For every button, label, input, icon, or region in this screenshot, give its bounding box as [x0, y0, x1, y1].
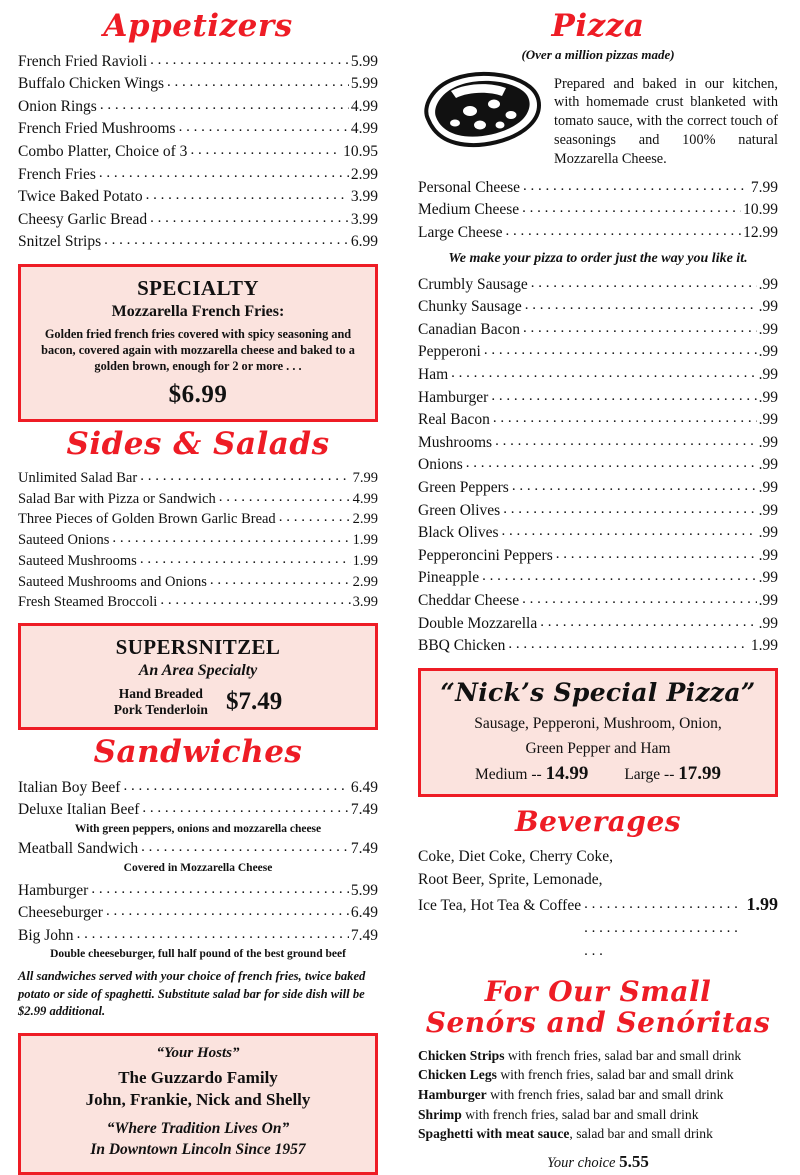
item-price: 1.99 [352, 532, 378, 549]
menu-item-row [18, 880, 378, 903]
sandwiches-footnote: All sandwiches served with your choice of french fries, twice baked potato or side of spaghetti. Substitute salad bar for side dish will be $2.99 additional. [18, 969, 366, 1019]
item-price: 10.99 [743, 201, 778, 219]
item-name: French Fries [18, 165, 96, 183]
item-price: .99 [758, 388, 778, 406]
beverages-heading: Beverages [514, 805, 682, 839]
item-price: 12.99 [743, 224, 778, 242]
item-name: Mushrooms [418, 433, 493, 451]
beverages-list [418, 845, 778, 965]
item-name: Onion Rings [18, 97, 97, 115]
menu-item-row [418, 364, 778, 387]
kids-item-name: Shrimp [418, 1106, 462, 1122]
leader-dots [140, 466, 350, 487]
menu-item-row [418, 222, 778, 245]
kids-choice-price: 5.55 [619, 1152, 649, 1172]
menu-item-row [418, 319, 778, 342]
supersnitzel-box [18, 623, 378, 730]
hosts-box [18, 1033, 378, 1175]
item-price: 10.95 [343, 142, 378, 160]
nicks-large-price: 17.99 [678, 763, 722, 785]
leader-dots [506, 220, 742, 243]
menu-item-row [418, 387, 778, 410]
beverages-line3: Ice Tea, Hot Tea & Coffee [418, 897, 582, 915]
leader-dots [279, 507, 351, 528]
menu-item-row [418, 274, 778, 297]
item-price: .99 [758, 343, 778, 361]
leader-dots [210, 570, 351, 591]
item-price: .99 [758, 524, 778, 542]
item-price: .99 [758, 456, 778, 474]
leader-dots [104, 229, 349, 252]
menu-item-row [18, 551, 378, 572]
pizza-sizes-list [418, 177, 778, 245]
item-price: .99 [758, 366, 778, 383]
pizza-subtitle: (Over a million pizzas made) [521, 46, 675, 62]
leader-dots [508, 633, 748, 656]
leader-dots [484, 339, 757, 362]
nicks-large-label: Large -- [624, 766, 675, 784]
menu-item-row [18, 489, 378, 510]
menu-item-row [418, 590, 778, 613]
nicks-medium-label: Medium -- [474, 766, 542, 784]
item-price: 1.99 [750, 637, 778, 655]
hosts-tagline1: “Where Tradition Lives On” [106, 1120, 290, 1138]
menu-item-row [418, 500, 778, 523]
item-name: Sauteed Mushrooms and Onions [18, 573, 207, 590]
item-name: Salad Bar with Pizza or Sandwich [18, 490, 216, 507]
item-name: Black Olives [418, 524, 499, 542]
item-name: Onions [418, 456, 463, 474]
leader-dots [495, 430, 757, 453]
kids-item-name: Chicken Legs [418, 1067, 497, 1083]
item-name: Large Cheese [418, 224, 503, 242]
pizza-order-note: We make your pizza to order just the way you like it. [448, 250, 748, 266]
item-price: .99 [758, 569, 778, 587]
leader-dots [523, 317, 757, 340]
leader-dots [482, 565, 757, 588]
item-price: 4.99 [350, 97, 378, 115]
item-price: 7.49 [350, 801, 378, 819]
specialty-description: Golden fried french fries covered with spicy seasoning and bacon, covered again with mozzarella cheese and baked to a golden brown, enough for 2 or more . . . [41, 326, 355, 374]
item-name: Medium Cheese [418, 201, 520, 219]
leader-dots [219, 487, 351, 508]
item-name: Unlimited Salad Bar [18, 470, 138, 487]
menu-item-row [418, 454, 778, 477]
item-note: Double cheeseburger, full half pound of the best ground beef [50, 948, 346, 961]
item-price: 6.99 [350, 233, 378, 251]
kids-item [418, 1105, 778, 1125]
menu-item-row [18, 592, 378, 613]
menu-item-row [418, 199, 778, 222]
menu-item-row [418, 567, 778, 590]
leader-dots [190, 139, 341, 162]
leader-dots [140, 549, 351, 570]
sandwiches-list [18, 777, 378, 1021]
item-price: 4.99 [350, 120, 378, 138]
leader-dots [451, 362, 756, 385]
leader-dots [522, 588, 756, 611]
leader-dots [142, 797, 349, 820]
beverages-price: 1.99 [746, 894, 778, 915]
sides-list [18, 468, 378, 613]
menu-item-row [418, 477, 778, 500]
item-name: Cheesy Garlic Bread [18, 210, 148, 228]
item-name: Deluxe Italian Beef [18, 801, 140, 819]
item-price: 7.99 [750, 178, 778, 196]
menu-item-row [18, 209, 378, 232]
menu-item-row [18, 186, 378, 209]
item-note: With green peppers, onions and mozzarella cheese [74, 823, 322, 836]
item-price: .99 [758, 433, 778, 451]
item-price: .99 [758, 275, 778, 293]
supersnitzel-detail-line2: Pork Tenderloin [113, 702, 208, 718]
menu-item-row [18, 51, 378, 74]
leader-dots [167, 71, 349, 94]
leader-dots [525, 294, 757, 317]
item-name: Cheeseburger [18, 904, 103, 922]
item-price: 4.99 [352, 490, 378, 507]
item-name: Hamburger [418, 388, 489, 406]
kids-item-desc: , salad bar and small drink [569, 1126, 713, 1142]
item-name: Buffalo Chicken Wings [18, 75, 165, 93]
leader-dots [493, 407, 757, 430]
kids-item-desc: with french fries, salad bar and small drink [486, 1087, 724, 1103]
left-column [0, 6, 400, 1159]
kids-item [418, 1046, 778, 1066]
item-name: Ham [418, 366, 449, 383]
menu-item-row [18, 925, 378, 948]
item-name: Personal Cheese [418, 178, 521, 196]
item-price: 3.99 [350, 188, 378, 206]
menu-item-row [18, 73, 378, 96]
leader-dots [466, 452, 757, 475]
menu-item-row [18, 838, 378, 861]
specialty-box [18, 264, 378, 422]
item-price: 6.49 [350, 904, 378, 922]
pizza-intro [418, 67, 778, 169]
sides-heading: Sides & Salads [66, 425, 330, 462]
appetizers-heading: Appetizers [103, 8, 293, 44]
item-name: Real Bacon [418, 411, 490, 429]
item-price: 2.99 [350, 165, 378, 183]
item-name: Pepperoni [418, 343, 481, 361]
leader-dots [77, 923, 349, 946]
item-name: Green Olives [418, 501, 501, 519]
hosts-family-line1: The Guzzardo Family [118, 1067, 278, 1087]
item-price: .99 [758, 298, 778, 316]
item-price: 7.49 [350, 840, 378, 858]
kids-item-name: Chicken Strips [418, 1047, 505, 1063]
leader-dots [512, 475, 757, 498]
leader-dots [491, 385, 756, 408]
item-price: 7.99 [352, 470, 378, 487]
nicks-title: “Nick’s Special Pizza” [440, 677, 756, 707]
beverages-price-row [418, 891, 778, 965]
menu-item-row [18, 777, 378, 800]
menu-item-row [18, 572, 378, 593]
nicks-ingredients-line1: Sausage, Pepperoni, Mushroom, Onion, [474, 714, 722, 732]
item-name: Sauteed Mushrooms [18, 552, 137, 569]
item-price: .99 [758, 320, 778, 338]
item-price: 7.49 [350, 926, 378, 944]
item-name: Crumbly Sausage [418, 275, 528, 293]
kids-item-desc: with french fries, salad bar and small drink [504, 1047, 742, 1063]
item-name: Combo Platter, Choice of 3 [18, 142, 188, 160]
item-name: Sauteed Onions [18, 532, 110, 549]
item-name: French Fried Mushrooms [18, 120, 176, 138]
item-name: Meatball Sandwich [18, 840, 139, 858]
item-price: .99 [758, 478, 778, 496]
leader-dots [523, 175, 749, 198]
item-name: Italian Boy Beef [18, 778, 121, 796]
leader-dots [503, 498, 756, 521]
item-name: BBQ Chicken [418, 637, 506, 655]
leader-dots [540, 611, 756, 634]
supersnitzel-detail-line1: Hand Breaded [118, 685, 203, 701]
leader-dots [160, 590, 350, 611]
kids-item-desc: with french fries, salad bar and small drink [496, 1067, 734, 1083]
item-price: 5.99 [350, 52, 378, 70]
kids-item [418, 1124, 778, 1144]
leader-dots [91, 878, 349, 901]
item-price: .99 [758, 501, 778, 519]
item-price: 2.99 [352, 511, 378, 528]
leader-dots [150, 207, 349, 230]
pizza-slice-icon [418, 67, 548, 159]
nicks-sizes-row [431, 763, 765, 785]
leader-dots [99, 162, 349, 185]
menu-item-row [18, 96, 378, 119]
menu-item-row [418, 522, 778, 545]
leader-dots [522, 197, 741, 220]
item-name: Twice Baked Potato [18, 188, 143, 206]
leader-dots [556, 543, 757, 566]
item-note: Covered in Mozzarella Cheese [123, 861, 273, 874]
menu-item-row [418, 296, 778, 319]
leader-dots [531, 272, 757, 295]
specialty-subheading: Mozzarella French Fries: [111, 302, 285, 320]
leader-dots [584, 892, 743, 963]
item-price: .99 [758, 411, 778, 429]
item-name: Snitzel Strips [18, 233, 102, 251]
item-name: French Fried Ravioli [18, 52, 148, 70]
leader-dots [146, 184, 349, 207]
menu-item-row [18, 118, 378, 141]
kids-item-name: Hamburger [418, 1087, 487, 1103]
item-price: 1.99 [352, 552, 378, 569]
nicks-medium-price: 14.99 [545, 763, 589, 785]
item-name: Chunky Sausage [418, 298, 522, 316]
menu-item-row [18, 799, 378, 822]
menu-item-row [418, 409, 778, 432]
leader-dots [100, 94, 349, 117]
item-price: 6.49 [350, 778, 378, 796]
menu-item-row [418, 635, 778, 658]
pizza-toppings-list [418, 274, 778, 658]
kids-choice-row [418, 1152, 778, 1172]
item-name: Three Pieces of Golden Brown Garlic Bread [18, 511, 276, 528]
specialty-price: $6.99 [168, 380, 228, 408]
supersnitzel-detail-row [31, 686, 365, 718]
supersnitzel-detail [114, 686, 208, 718]
beverages-line1: Coke, Diet Coke, Cherry Coke, [418, 847, 614, 865]
specialty-heading: SPECIALTY [137, 275, 259, 300]
item-price: .99 [758, 591, 778, 609]
pizza-description: Prepared and baked in our kitchen, with homemade crust blanketed with tomato sauce, with the correct touch of seasonings and 100% natural Mozzarella Cheese. [554, 75, 778, 167]
hosts-quote: “Your Hosts” [156, 1044, 240, 1061]
supersnitzel-subheading: An Area Specialty [138, 661, 258, 679]
hosts-tagline2: In Downtown Lincoln Since 1957 [90, 1141, 306, 1159]
menu-item-row [418, 432, 778, 455]
item-name: Pepperoncini Peppers [418, 546, 553, 564]
menu-item-row [18, 231, 378, 254]
menu-item-row [418, 613, 778, 636]
menu-item-row [18, 509, 378, 530]
kids-item [418, 1065, 778, 1085]
nicks-ingredients-line2: Green Pepper and Ham [525, 740, 671, 758]
kids-list [418, 1046, 778, 1145]
item-price: 2.99 [352, 573, 378, 590]
supersnitzel-price: $7.49 [225, 688, 283, 716]
item-price: 3.99 [350, 210, 378, 228]
right-column [400, 6, 800, 1172]
leader-dots [502, 520, 757, 543]
kids-item-name: Spaghetti with meat sauce [418, 1126, 570, 1142]
hosts-family-line2: John, Frankie, Nick and Shelly [85, 1090, 311, 1110]
beverages-line2: Root Beer, Sprite, Lemonade, [418, 871, 603, 889]
item-name: Double Mozzarella [418, 614, 538, 632]
sandwiches-heading: Sandwiches [93, 734, 303, 771]
leader-dots [179, 116, 349, 139]
kids-heading-line2: Senórs and Senóritas [425, 1006, 771, 1040]
leader-dots [141, 836, 349, 859]
item-price: .99 [758, 614, 778, 632]
nicks-large [624, 763, 721, 785]
kids-item-desc: with french fries, salad bar and small drink [461, 1106, 699, 1122]
item-name: Canadian Bacon [418, 320, 521, 338]
item-name: Fresh Steamed Broccoli [18, 594, 158, 611]
menu-item-row [18, 902, 378, 925]
menu-item-row [18, 468, 378, 489]
leader-dots [106, 900, 349, 923]
item-name: Hamburger [18, 881, 89, 899]
nicks-special-pizza-box [418, 668, 778, 798]
kids-heading-line1: For Our Small [484, 974, 712, 1008]
kids-choice-label: Your choice [547, 1155, 616, 1172]
leader-dots [112, 528, 350, 549]
item-name: Big John [18, 926, 74, 944]
item-price: .99 [758, 546, 778, 564]
leader-dots [123, 775, 348, 798]
menu-item-row [18, 164, 378, 187]
kids-item [418, 1085, 778, 1105]
appetizers-list [18, 51, 378, 254]
item-price: 5.99 [350, 881, 378, 899]
leader-dots [150, 49, 349, 72]
menu-item-row [418, 177, 778, 200]
menu-item-row [418, 341, 778, 364]
pizza-heading: Pizza [551, 8, 645, 44]
item-name: Cheddar Cheese [418, 591, 520, 609]
item-price: 5.99 [350, 75, 378, 93]
item-price: 3.99 [352, 594, 378, 611]
menu-item-row [418, 545, 778, 568]
menu-item-row [18, 141, 378, 164]
item-name: Pineapple [418, 569, 480, 587]
menu-item-row [18, 530, 378, 551]
nicks-medium [475, 763, 588, 785]
supersnitzel-heading: SUPERSNITZEL [115, 634, 281, 659]
item-name: Green Peppers [418, 478, 509, 496]
